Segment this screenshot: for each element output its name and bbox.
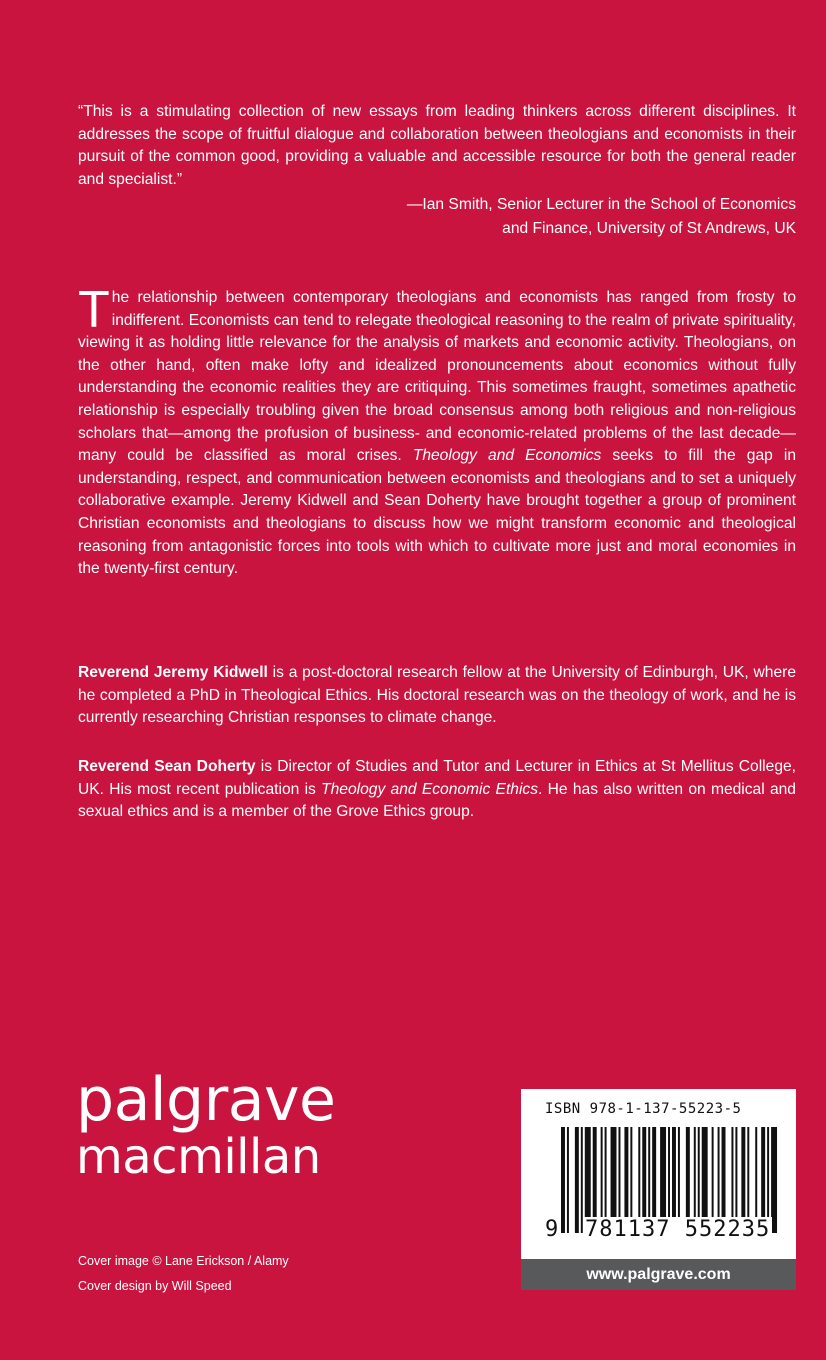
logo-word-palgrave: palgrave: [76, 1065, 336, 1135]
book-description: [78, 281, 796, 581]
isbn-label: ISBN 978-1-137-55223-5: [545, 1101, 742, 1117]
editor-bio-text-doherty-1: is Director of Studies and Tutor and Lecturer in Ethics at St Mellitus College, UK. His most recent publication is: [78, 758, 797, 798]
barcode-digits-rest: 781137 552235: [585, 1217, 771, 1242]
drop-cap: T: [78, 281, 110, 339]
editor-bio-kidwell: [78, 662, 796, 730]
description-part-1: he relationship between contemporary theologians and economists has ranged from frosty to indifferent. Economists can tend to relegate theological reasoning to the realm of private spirituality, viewing it as holding little relevance for the analysis of markets and economic activity. Theologians, on the other hand, often make lofty and idealized pronouncements about economics without fully understanding the economic realities they are critiquing. This sometimes fraught, sometimes apathetic relationship is especially troubling given the broad consensus among both religious and non-religious scholars that—among the profusion of business- and economic-related problems of the last decade—many could be classified as moral crises.: [78, 289, 796, 465]
editor-name-kidwell: Reverend Jeremy Kidwell: [78, 664, 268, 681]
cover-image-credit: Cover image © Lane Erickson / Alamy: [78, 1254, 289, 1268]
editor-bio-doherty: [78, 756, 796, 824]
cover-design-credit: Cover design by Will Speed: [78, 1279, 232, 1293]
quote-text: “This is a stimulating collection of new essays from leading thinkers across different disciplines. It addresses the scope of fruitful dialogue and collaboration between theologians and economists in their pursuit of the common good, providing a valuable and accessible resource for both the general reader and specialist.”: [78, 103, 796, 188]
publisher-website: www.palgrave.com: [521, 1259, 796, 1290]
attribution-line-1: —Ian Smith, Senior Lecturer in the School of Economics: [406, 196, 796, 214]
publication-title-italic: Theology and Economic Ethics: [321, 780, 539, 798]
cover-credits: [78, 1249, 289, 1299]
description-part-2: seeks to fill the gap in understanding, respect, and communication between economists and theologians and to set a uniquely collaborative example. Jeremy Kidwell and Sean Doherty have brought together a group of prominent Christian economists and theologians to discuss how we might transform economic and theological reasoning from antagonistic forces into tools with which to cultivate more just and moral economies in the twenty-first century.: [78, 447, 796, 578]
isbn-barcode-box: [521, 1089, 796, 1259]
editor-bio-text-doherty-2: . He has also written on medical and sexual ethics and is a member of the Grove Ethics group.: [78, 780, 796, 821]
attribution-line-2: and Finance, University of St Andrews, UK: [502, 220, 796, 238]
editor-bio-text-kidwell: is a post-doctoral research fellow at the University of Edinburgh, UK, where he completed a PhD in Theological Ethics. His doctoral research was on the theology of work, and he is currently researching Christian responses to climate change.: [78, 664, 797, 727]
endorsement-quote: [78, 101, 796, 241]
editor-name-doherty: Reverend Sean Doherty: [78, 758, 256, 775]
publisher-logo: [76, 1065, 336, 1185]
description-text: [78, 281, 796, 581]
quote-attribution: [78, 193, 796, 241]
book-title-italic: Theology and Economics: [412, 447, 602, 465]
logo-word-macmillan: macmillan: [76, 1129, 321, 1185]
barcode-digit-first: 9: [545, 1217, 560, 1242]
